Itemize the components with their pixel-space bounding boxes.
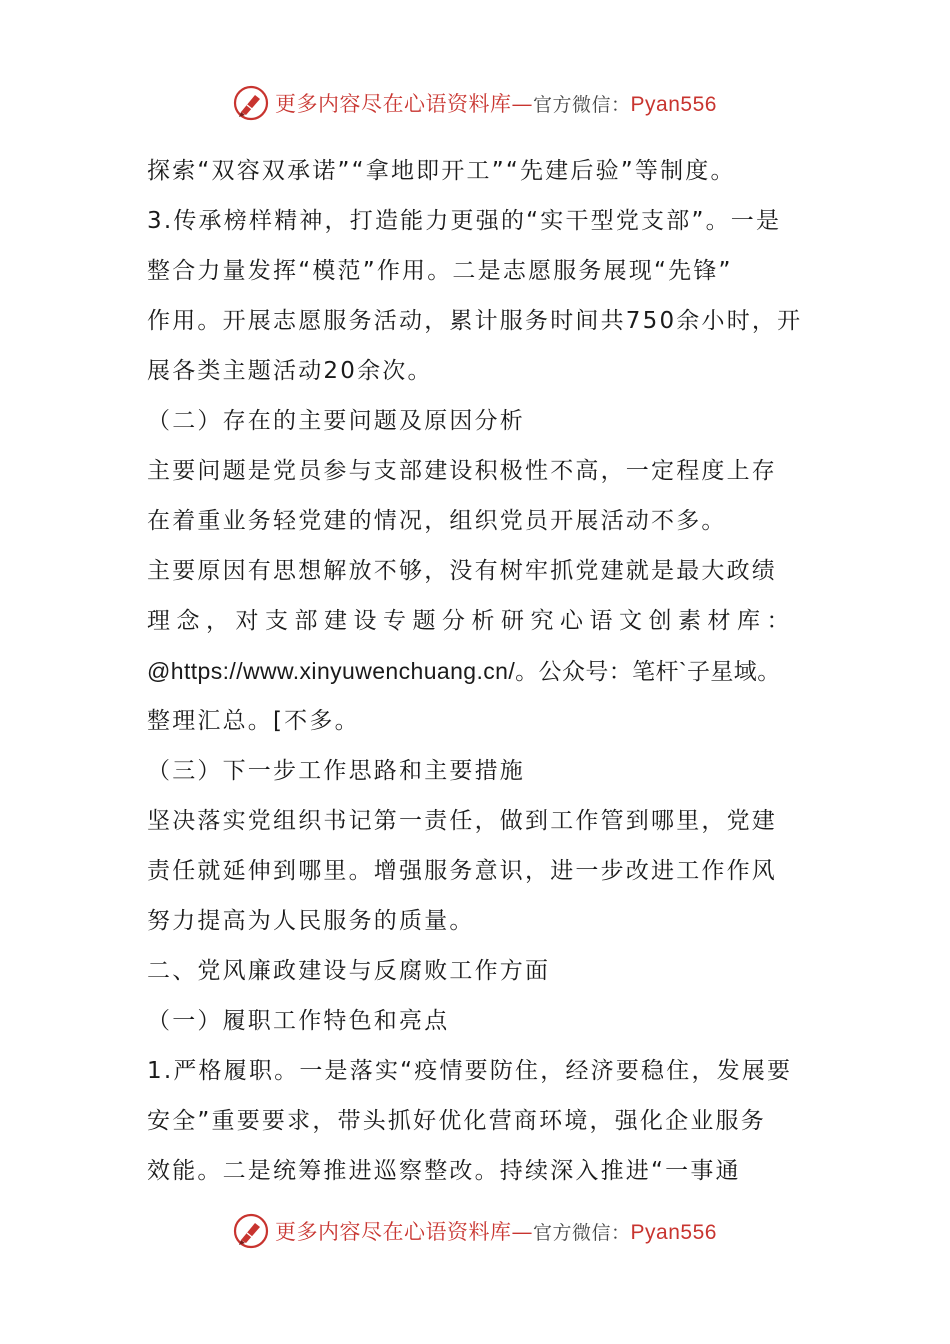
- document-body: [147, 146, 807, 1196]
- watermark-label: 官方微信：: [533, 94, 631, 116]
- body-line: 效能。二是统筹推进巡察整改。持续深入推进“一事通: [147, 1158, 741, 1184]
- body-line: 坚决落实党组织书记第一责任，做到工作管到哪里，党建: [147, 808, 777, 834]
- watermark-separator: —: [511, 92, 534, 116]
- body-line: 3.传承榜样精神，打造能力更强的“实干型党支部”。一是: [147, 208, 782, 234]
- watermark-text: [275, 1216, 717, 1246]
- section-heading: （二）存在的主要问题及原因分析: [147, 408, 525, 434]
- chapter-heading: 二、党风廉政建设与反腐败工作方面: [147, 958, 551, 984]
- watermark-main-text: 更多内容尽在心语资料库: [275, 92, 512, 116]
- body-line: 责任就延伸到哪里。增强服务意识，进一步改进工作作风: [147, 858, 777, 884]
- body-line: 探索“双容双承诺”“拿地即开工”“先建后验”等制度。: [147, 158, 736, 184]
- body-line: 在着重业务轻党建的情况，组织党员开展活动不多。: [147, 508, 727, 534]
- body-line: 主要原因有思想解放不够，没有树牢抓党建就是最大政绩: [147, 558, 777, 584]
- watermark-main-text: 更多内容尽在心语资料库: [275, 1220, 512, 1244]
- body-line: 作用。开展志愿服务活动，累计服务时间共750余小时，开: [147, 308, 803, 334]
- body-line: 整理汇总。[不多。: [147, 708, 360, 734]
- watermark-label: 官方微信：: [533, 1222, 631, 1244]
- body-line: 理念，对支部建设专题分析研究心语文创素材库：: [147, 608, 796, 634]
- body-line-url: @https://www.xinyuwenchuang.cn/。公众号：笔杆`子星域。: [147, 658, 781, 684]
- body-line: 1.严格履职。一是落实“疫情要防住，经济要稳住，发展要: [147, 1058, 793, 1084]
- pen-logo-icon: [233, 1213, 269, 1249]
- pen-logo-icon: [233, 85, 269, 121]
- body-line: 展各类主题活动20余次。: [147, 358, 433, 384]
- section-heading: （一）履职工作特色和亮点: [147, 1008, 450, 1034]
- watermark-wechat-id: Pyan556: [630, 93, 717, 116]
- watermark-banner-top: [0, 78, 950, 128]
- body-line: 整合力量发挥“模范”作用。二是志愿服务展现“先锋”: [147, 258, 733, 284]
- body-line: 努力提高为人民服务的质量。: [147, 908, 475, 934]
- watermark-banner-bottom: [0, 1206, 950, 1256]
- body-line: 主要问题是党员参与支部建设积极性不高，一定程度上存: [147, 458, 777, 484]
- watermark-text: [275, 88, 717, 118]
- watermark-wechat-id: Pyan556: [630, 1221, 717, 1244]
- section-heading: （三）下一步工作思路和主要措施: [147, 758, 525, 784]
- body-line: 安全”重要要求，带头抓好优化营商环境，强化企业服务: [147, 1108, 766, 1134]
- watermark-separator: —: [511, 1220, 534, 1244]
